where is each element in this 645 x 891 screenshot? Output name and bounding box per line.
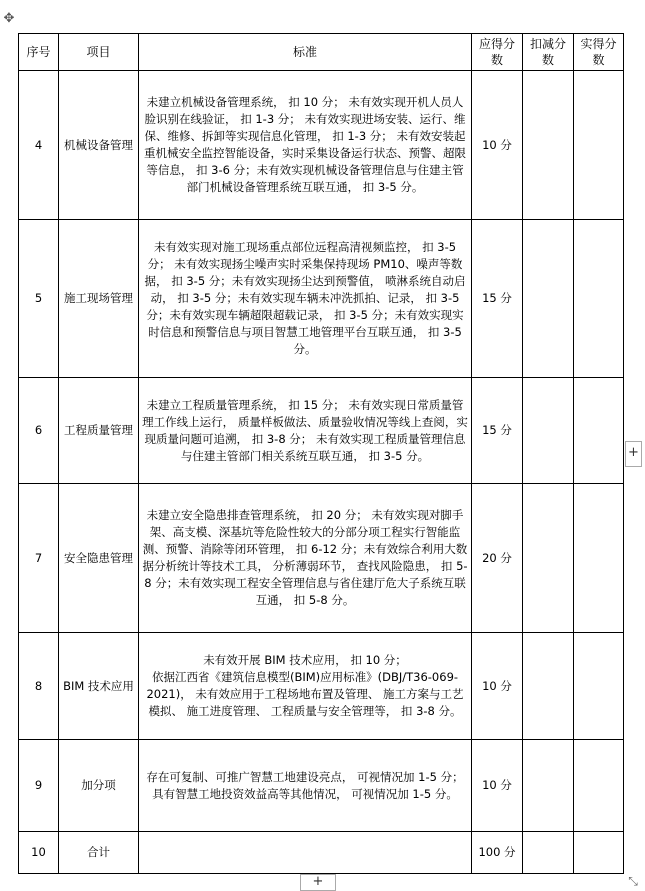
table-row <box>19 220 624 378</box>
row-actual-score[interactable] <box>574 378 624 484</box>
row-actual-score[interactable] <box>574 484 624 633</box>
row-should-score: 10 分 <box>472 633 523 740</box>
row-criteria: 未有效开展 BIM 技术应用， 扣 10 分； 依据江西省《建筑信息模型(BIM)应用标准》(DBJ/T36-069-2021)， 未有效应用于工程场地布置及管理、 施工方案与工艺模拟、 施工进度管理、 工程质量与安全管理等， 扣 3-8 分。 <box>139 633 472 740</box>
row-no: 7 <box>19 484 59 633</box>
row-no: 10 <box>19 832 59 874</box>
row-no: 8 <box>19 633 59 740</box>
row-should-score: 15 分 <box>472 378 523 484</box>
scoring-table <box>18 33 624 874</box>
table-row <box>19 740 624 832</box>
table-row <box>19 71 624 220</box>
row-no: 6 <box>19 378 59 484</box>
row-deduction[interactable] <box>523 220 574 378</box>
row-no: 5 <box>19 220 59 378</box>
plus-icon: + <box>312 874 324 889</box>
row-criteria: 未建立安全隐患排查管理系统， 扣 20 分； 未有效实现对脚手架、高支模、深基坑等危险性较大的分部分项工程实行智能监测、预警、消除等闭环管理， 扣 6-12 分；未有效综合利用大数据分析统计等技术工具， 分析薄弱环节， 查找风险隐患， 扣 5-8 分；未有效实现工程安全管理信息与省住建厅危大子系统互联互通， 扣 5-8 分。 <box>139 484 472 633</box>
row-should-score: 10 分 <box>472 71 523 220</box>
row-deduction[interactable] <box>523 633 574 740</box>
row-deduction[interactable] <box>523 484 574 633</box>
row-criteria <box>139 832 472 874</box>
row-criteria: 未建立工程质量管理系统， 扣 15 分； 未有效实现日常质量管理工作线上运行， 质量样板做法、质量验收情况等线上查阅，实现质量问题可追溯， 扣 3-8 分； 未有效实现工程质量管理信息与住建主管部门相关系统互联互通， 扣 3-5 分。 <box>139 378 472 484</box>
header-no: 序号 <box>19 34 59 71</box>
row-item: BIM 技术应用 <box>59 633 139 740</box>
row-should-score: 10 分 <box>472 740 523 832</box>
row-criteria: 存在可复制、可推广智慧工地建设亮点， 可视情况加 1-5 分； 具有智慧工地投资效益高等其他情况， 可视情况加 1-5 分。 <box>139 740 472 832</box>
table-row <box>19 633 624 740</box>
row-deduction[interactable] <box>523 740 574 832</box>
header-item: 项目 <box>59 34 139 71</box>
table-row <box>19 484 624 633</box>
header-actual-score: 实得分数 <box>574 34 624 71</box>
row-deduction[interactable] <box>523 832 574 874</box>
row-item: 机械设备管理 <box>59 71 139 220</box>
row-should-score: 20 分 <box>472 484 523 633</box>
row-item: 加分项 <box>59 740 139 832</box>
row-actual-score[interactable] <box>574 740 624 832</box>
row-actual-score[interactable] <box>574 220 624 378</box>
row-should-score: 100 分 <box>472 832 523 874</box>
row-no: 9 <box>19 740 59 832</box>
row-item: 合计 <box>59 832 139 874</box>
table-resize-icon[interactable]: ⤡ <box>628 874 638 888</box>
row-item: 工程质量管理 <box>59 378 139 484</box>
table-move-icon[interactable]: ✥ <box>3 11 15 26</box>
header-deduction: 扣减分数 <box>523 34 574 71</box>
row-criteria: 未有效实现对施工现场重点部位远程高清视频监控， 扣 3-5 分； 未有效实现扬尘噪声实时采集保持现场 PM10、噪声等数据， 扣 3-5 分；未有效实现扬尘达到预警值， 喷淋系统自动启动， 扣 3-5 分；未有效实现车辆未冲洗抓拍、记录， 扣 3-5 分；未有效实现车辆超限超载记录， 扣 3-5 分；未有效实现实时信息和预警信息与项目智慧工地管理平台互联互通， 扣 3-5 分。 <box>139 220 472 378</box>
row-criteria: 未建立机械设备管理系统， 扣 10 分； 未有效实现开机人员人脸识别在线验证， 扣 1-3 分； 未有效实现进场安装、运行、维保、维修、拆卸等实现信息化管理， 扣 1-3 分； 未有效安装起重机械安全监控智能设备，实时采集设备运行状态、预警、超限等信息， 扣 3-6 分；未有效实现机械设备管理信息与住建主管部门机械设备管理系统互联互通， 扣 3-5 分。 <box>139 71 472 220</box>
row-should-score: 15 分 <box>472 220 523 378</box>
row-deduction[interactable] <box>523 378 574 484</box>
add-row-button[interactable] <box>300 874 336 891</box>
row-actual-score[interactable] <box>574 832 624 874</box>
row-actual-score[interactable] <box>574 633 624 740</box>
plus-icon: + <box>628 445 639 460</box>
header-should-score: 应得分数 <box>472 34 523 71</box>
row-item: 安全隐患管理 <box>59 484 139 633</box>
table-row <box>19 832 624 874</box>
header-criteria: 标准 <box>139 34 472 71</box>
row-actual-score[interactable] <box>574 71 624 220</box>
row-item: 施工现场管理 <box>59 220 139 378</box>
row-no: 4 <box>19 71 59 220</box>
add-column-button[interactable] <box>625 441 642 467</box>
table-header-row <box>19 34 624 71</box>
row-deduction[interactable] <box>523 71 574 220</box>
table-row <box>19 378 624 484</box>
